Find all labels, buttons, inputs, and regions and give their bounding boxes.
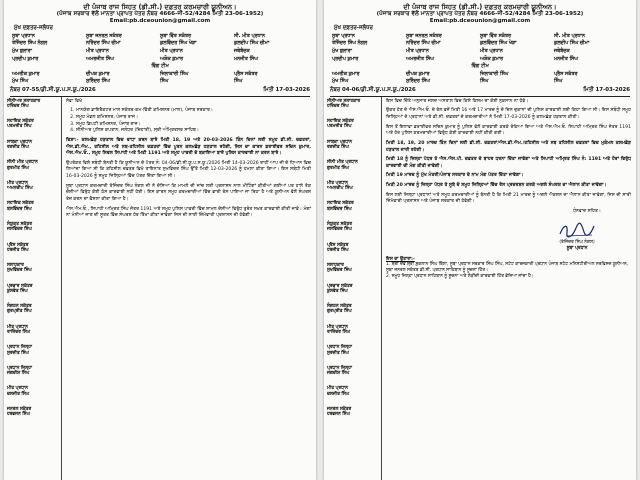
- directory-cell: ਮੁੱਖ ਬੁਲਾਰਾ: [332, 48, 352, 54]
- directory-cell: ਸੂਬਾ ਜਨਰਲ ਸਕੱਤਰ: [406, 33, 442, 39]
- directory-cell: ਸੂਬਾ ਜਨਰਲ ਸਕੱਤਰ: [86, 33, 122, 39]
- sidebar-entry: [327, 345, 379, 356]
- sidebar-role: ਸਹਾਇਕ ਸਕੱਤਰ: [327, 119, 354, 125]
- sidebar-entry: [327, 386, 379, 397]
- subject-line: ਵਿਸ਼ਾ:- ਕਲਮਛੋੜ ਹੜਤਾਲ ਵਿਚ ਵਾਧਾ ਕਰਨ ਬਾਰੇ ਮਿਤੀ 18, 19 ਅਤੇ 20-03-2026 ਤਿੰਨ ਦਿਨਾਂ ਲਈ ਸਮੂਹ ਡੀ.ਸੀ. ਦਫ਼ਤਰਾਂ, ਐਸ.ਡੀ.ਐਮ., ਤਹਿਸੀਲ ਅਤੇ ਸਬ-ਤਹਿਸੀਲ ਦਫ਼ਤਰਾਂ ਵਿੱਚ ਪੂਰਨ ਕਲਮਛੋੜ ਹੜਤਾਲ ਰਹੇਗੀ, ਜਿਸ ਦਾ ਕਾਰਨ ਡਰਾਈਵਰ ਸਚਿਨ ਕੁਮਾਰ, ਐਸ.ਐਮ.ਓ., ਸਮੂਹ ਸਿਵਲ ਸਿਪਾਹੀ ਅਤੇ ਮਿਤੀ 1191 ਅਤੇ ਸਮੂਹ ਪਾਵਰੀ ਦੇ ਬਕਾਇਆ ਬਾਰੇ ਪੁਲਿਸ ਕਾਰਵਾਈ ਨਾ ਕਰਨ ਬਾਰੇ।: [66, 137, 311, 157]
- sidebar-role: ਪ੍ਰੈਸ ਸਕੱਤਰ: [7, 242, 29, 248]
- directory-cell: ਅਮਰੀਕ ਕੁਮਾਰ: [332, 71, 360, 77]
- signature-mark: [558, 222, 596, 240]
- union-name: ਦੀ ਪੰਜਾਬ ਰਾਜ ਸਿਹਤ (ਡੀ.ਸੀ.) ਦਫ਼ਤਰ ਕਰਮਚਾਰੀ ਯੂਨੀਅਨ।: [403, 3, 557, 11]
- directory-cell: ਸੀ. ਮੀਤ ਪ੍ਰਧਾਨ: [234, 33, 265, 39]
- directory-cell: ਮੀਤ ਪ੍ਰਧਾਨ: [160, 48, 183, 54]
- union-name: ਦੀ ਪੰਜਾਬ ਰਾਜ ਸਿਹਤ (ਡੀ.ਸੀ.) ਦਫ਼ਤਰ ਕਰਮਚਾਰੀ ਯੂਨੀਅਨ।: [83, 3, 237, 11]
- recipient-item: 2. ਸਮੂਹ ਮੰਡਲ ਕਮਿਸ਼ਨਰ, ਪੰਜਾਬ ਰਾਜ।: [76, 115, 311, 122]
- recognition-line: (ਪੰਜਾਬ ਸਰਕਾਰ ਵੱਲੋਂ ਮਾਨਤਾ ਪ੍ਰਾਪਤ ਪੱਤਰ ਨੰਬਰ 4666-ਜੀ-52/4284 ਮਿਤੀ 23-06-1952): [376, 11, 584, 18]
- body-paragraph: ਮਿਤੀ 19 ਮਾਰਚ ਨੂੰ ਮੁੱਖ ਮੰਤਰੀ/ਪੰਜਾਬ ਸਰਕਾਰ ਦੇ ਨਾਮ ਮੰਗ ਪੱਤਰ ਦਿੱਤਾ ਜਾਵੇਗਾ।: [386, 173, 524, 179]
- recognition-line: (ਪੰਜਾਬ ਸਰਕਾਰ ਵੱਲੋਂ ਮਾਨਤਾ ਪ੍ਰਾਪਤ ਪੱਤਰ ਨੰਬਰ 4666-ਜੀ-52/4284 ਮਿਤੀ 23-06-1952): [56, 11, 264, 18]
- sidebar-role: ਪ੍ਰੈਸ ਸਕੱਤਰ: [327, 242, 349, 248]
- directory-cell: ਮਨਜੀਤ ਸਿੰਘ: [554, 56, 578, 62]
- sidebar-entry: [327, 325, 379, 336]
- sidebar-role: ਸੰਗਠਨ ਸਕੱਤਰ: [7, 304, 32, 310]
- sidebar-entry: [7, 345, 59, 356]
- reference-number: ਨੰਬਰ 07-55/ਡੀ.ਸੀ.ਯੂ.ਪ.ਸ.ਯੂ./2026: [10, 86, 96, 93]
- directory-cell: ਪ੍ਰਦੀਪ ਕੁਮਾਰ: [332, 56, 359, 62]
- sidebar-entry: [7, 140, 59, 151]
- sidebar-role: ਸੰਗਠਨ ਸਕੱਤਰ: [327, 304, 352, 310]
- sidebar-office-bearers: [4, 97, 62, 480]
- directory-cell: ਪ੍ਰਦੀਪ ਕੁਮਾਰ: [12, 56, 39, 62]
- reference-line: [330, 87, 630, 97]
- directory-cell: ਅਸ਼ੋਕ ਕੁਮਾਰ: [480, 56, 504, 62]
- copy-to-label: ਇਸ ਦਾ ਉਤਾਰਾ:-: [386, 256, 415, 262]
- sidebar-entry: [327, 119, 379, 130]
- directory-cell: ਕੁਲਦੀਪ ਸਿੰਘ ਚੀਮਾ: [234, 41, 270, 47]
- sidebar-person: ਜਗਦੀਸ਼ ਸਿੰਘ: [327, 371, 350, 377]
- body-paragraph: ਉਕਤ ਹੋਣ ਦੇ ਐਸ.ਐਮ.ਓ. ਦੇ ਰੋਲ ਵਜੋਂ ਮਿਤੀ 16 ਅਤੇ 17 ਮਾਰਚ ਨੂੰ ਦੋ ਦਿਨ ਦੁਕਾਨਾਂ ਦੀ ਪੁਲਿਸ ਕਾਰਵਾਈ ਲਈ ਕਿਹਾ ਗਿਆ ਸੀ। ਇਸ ਸਬੰਧੀ ਸਮੂਹ ਜ਼ਿਲ੍ਹਿਆਂ ਦੇ ਪ੍ਰਧਾਨਾਂ ਅਤੇ ਡੀ.ਸੀ. ਦਫ਼ਤਰਾਂ ਦੇ ਕਰਮਚਾਰੀਆਂ ਨੇ ਮਿਤੀ 17-03-2026 ਨੂੰ ਕਲਮਛੋੜ ਹੜਤਾਲ ਕੀਤੀ।: [386, 108, 631, 120]
- sidebar-role: ਸੰਯੁਕਤ ਸਕੱਤਰ: [327, 221, 352, 227]
- sidebar-role: ਸਲਾਹਕਾਰ: [327, 263, 344, 269]
- signature-area: [386, 222, 631, 253]
- copy-to-item: 1. ਸ਼੍ਰੀ ਦੇਵ ਸ਼੍ਰੀ ਸ਼ੁਕਲਾਨ ਸਿੰਘ ਬਿੱਲਾ, ਸੂਬਾ ਪ੍ਰਧਾਨ ਸਰਕਾਰ ਸਿੰਘ ਸਿੰਘ, ਸਟੇਟ ਕਾਰਜਕਾਰੀ ਪ੍ਰਧਾਨ ਪੰਜਾਬ ਸਟੇਟ ਮਨਿਸਟੀਰੀਅਲ ਸਰਵਿਸਜ਼ ਯੂਨੀਅਨ, ਸੂਬਾ ਜਨਰਲ ਸਕੱਤਰ ਡੀ.ਸੀ. ਪ੍ਰਧਾਨ ਸਾਹਿਬਾਨ ਨੂੰ ਸੂਚਨਾ ਹਿੱਤ।: [386, 262, 628, 274]
- sidebar-entry: [327, 366, 379, 377]
- sidebar-person: ਜਗਦੀਸ਼ ਸਿੰਘ: [7, 371, 30, 377]
- sidebar-entry: [327, 201, 379, 212]
- directory-cell: ਅਮਰੀਕ ਕੁਮਾਰ: [12, 71, 40, 77]
- directory-cell: ਨਰਿੰਦਰ ਸਿੰਘ ਚੀਮਾ: [406, 41, 441, 47]
- sidebar-person: ਸੁਰਜੀਤ ਸਿੰਘ: [327, 350, 349, 356]
- sidebar-role: ਮੀਤ ਪ੍ਰਧਾਨ: [327, 324, 348, 330]
- sidebar-role: ਪ੍ਰਧਾਨ ਜਿਲ੍ਹਾ: [327, 345, 353, 351]
- directory-cell: ਨਰਿੰਦਰ ਸਿੰਘ ਚੀਮਾ: [86, 41, 121, 47]
- directory-cell: ਅਮਰਜੀਤ ਸਿੰਘ: [406, 56, 434, 62]
- sidebar-role: ਸਹਾਇਕ ਸਕੱਤਰ: [7, 201, 34, 207]
- sidebar-person: ਪਰਮਜੀਤ ਸਿੰਘ: [327, 124, 352, 130]
- sidebar-entry: [7, 99, 59, 110]
- directory-cell: ਮੁੱਖ ਸਿੰਘ: [332, 79, 349, 85]
- body-paragraph: ਮਿਤੀ 18 ਨੂੰ ਜਿਲ੍ਹਾ ਪੱਧਰ ਤੇ ਐਸ.ਐਸ.ਪੀ. ਦਫ਼ਤਰ ਦੇ ਬਾਹਰ ਧਰਨਾ ਦਿੱਤਾ ਜਾਵੇਗਾ ਅਤੇ ਸਿਪਾਹੀ ਅਮ੍ਰਿਤ ਸਿੰਘ ਨੰ: 1191 ਅਤੇ ਹੋਰਾਂ ਵਿਰੁੱਧ ਕਾਰਵਾਈ ਦੀ ਮੰਗ ਕੀਤੀ ਜਾਵੇਗੀ।: [386, 157, 631, 169]
- directory-cell: ਮੁੱਖ ਸਿੰਘ: [12, 79, 29, 85]
- sidebar-person: ਅਮਨਦੀਪ ਸਿੰਘ: [7, 186, 33, 192]
- sidebar-role: ਮੀਤ ਪ੍ਰਧਾਨ: [7, 386, 28, 392]
- sidebar-role: ਸੀਨੀਅਰ ਸਲਾਹਕਾਰ: [327, 98, 361, 104]
- wing-team-label: ਵਿੰਗ ਟੀਮ: [471, 64, 489, 70]
- reference-date: ਮਿਤੀ 17-03-2026: [263, 86, 310, 93]
- sidebar-person: ਦਲਜੀਤ ਸਿੰਘ: [7, 391, 30, 397]
- sidebar-person: ਰਣਜੀਤ ਸਿੰਘ: [7, 144, 29, 150]
- sidebar-entry: [7, 407, 59, 418]
- sidebar-person: ਹਰਜੀਤ ਸਿੰਘ: [7, 247, 29, 253]
- sidebar-person: ਰਾਜਿੰਦਰ ਸਿੰਘ: [327, 330, 351, 336]
- sidebar-entry: [327, 407, 379, 418]
- sidebar-role: ਮੀਤ ਪ੍ਰਧਾਨ: [7, 180, 28, 186]
- sidebar-person: ਜਸਵਿੰਦਰ ਸਿੰਘ: [327, 227, 352, 233]
- sidebar-entry: [327, 99, 379, 110]
- sidebar-entry: [7, 160, 59, 171]
- directory-cell: ਮੀਤ ਪ੍ਰਧਾਨ: [480, 48, 503, 54]
- sidebar-entry: [7, 284, 59, 295]
- sidebar-role: ਪ੍ਰਧਾਨ ਜਿਲ੍ਹਾ: [7, 365, 33, 371]
- sidebar-entry: [7, 181, 59, 192]
- sidebar-person: ਹਰਿੰਦਰ ਸਿੰਘ: [7, 103, 29, 109]
- sidebar-role: ਜਨਰਲ ਸਕੱਤਰ: [7, 407, 32, 412]
- letter-body: [382, 97, 636, 480]
- sidebar-person: ਜਸਵਿੰਦਰ ਸਿੰਘ: [7, 227, 32, 233]
- sidebar-role: ਪ੍ਰਚਾਰ ਸਕੱਤਰ: [327, 283, 353, 289]
- sidebar-person: ਹਰਭਜਨ ਸਿੰਘ: [7, 412, 30, 418]
- body-paragraph: ਐਸ.ਐਮ.ਓ., ਸਿਪਾਹੀ ਅਮ੍ਰਿਤ ਸਿੰਘ ਜੋਤਰ 1191 ਅਤੇ ਸਮੂਹ ਪੁਲਿਸ ਪਾਵਰੀ ਵਿੱਚ ਸ਼ਾਮਲ ਦੋਸ਼ੀਆਂ ਵਿਰੁੱਧ ਤੁਰੰਤ ਸਖ਼ਤ ਕਾਰਵਾਈ ਕੀਤੀ ਜਾਵੇ। ਮੰਗਾਂ ਨਾ ਮੰਨੀਆਂ ਜਾਣ ਦੀ ਸੂਰਤ ਵਿੱਚ ਸੰਘਰਸ਼ ਹੋਰ ਤਿੱਖਾ ਕੀਤਾ ਜਾਵੇਗਾ ਜਿਸ ਦੀ ਸਾਰੀ ਜ਼ਿੰਮੇਵਾਰੀ ਪ੍ਰਸ਼ਾਸਨ ਦੀ ਹੋਵੇਗੀ।: [66, 206, 311, 219]
- sidebar-person: ਬਲਵਿੰਦਰ ਸਿੰਘ: [327, 206, 352, 212]
- directory-cell: ਸਿੰਘ: [160, 79, 169, 85]
- office-bearers-directory: [12, 34, 308, 85]
- sidebar-role: ਸੀਨੀਅਰ ਸਲਾਹਕਾਰ: [7, 98, 41, 104]
- salutation: ਸੇਵਾ ਵਿਖੇ: [66, 98, 82, 104]
- directory-cell: ਮੀਤ ਪ੍ਰਧਾਨ: [86, 48, 109, 54]
- sidebar-role: ਸੀਨੀ ਮੀਤ ਪ੍ਰਧਾਨ: [7, 160, 38, 166]
- directory-cell: ਪ੍ਰੈਸ ਸਕੱਤਰ: [554, 71, 578, 77]
- closing-line: ਧੰਨਵਾਦ ਸਹਿਤ।: [573, 209, 601, 215]
- directory-cell: ਮੀਤ ਪ੍ਰਧਾਨ: [406, 48, 429, 54]
- signatory-title: ਸੂਬਾ ਪ੍ਰਧਾਨ: [566, 246, 588, 252]
- sidebar-entry: [7, 386, 59, 397]
- sidebar-entry: [7, 201, 59, 212]
- sidebar-role: ਮੀਤ ਪ੍ਰਧਾਨ: [7, 324, 28, 330]
- letter-page-left: [4, 0, 316, 480]
- letter-body: [62, 97, 316, 480]
- sidebar-role: ਸਹਾਇਕ ਸਕੱਤਰ: [7, 119, 34, 125]
- sidebar-role: ਪ੍ਰਧਾਨ ਜਿਲ੍ਹਾ: [327, 365, 353, 371]
- head-office-line: ਮੁੱਖ ਦਫ਼ਤਰ-ਜਲੰਧਰ: [14, 25, 53, 32]
- reference-line: [10, 87, 310, 97]
- sidebar-person: ਕੁਲਵੰਤ ਸਿੰਘ: [327, 288, 348, 294]
- sidebar-entry: [327, 304, 379, 315]
- sidebar-role: ਸੰਯੁਕਤ ਸਕੱਤਰ: [7, 221, 32, 227]
- sidebar-person: ਪਰਮਜੀਤ ਸਿੰਘ: [7, 124, 32, 130]
- sidebar-entry: [7, 243, 59, 254]
- sidebar-entry: [327, 181, 379, 192]
- sidebar-entry: [7, 119, 59, 130]
- directory-cell: ਕੁਲਵਿੰਦਰ ਸਿੰਘ ਖੇੜਾ: [480, 41, 517, 47]
- directory-cell: ਸੂਬਾ ਪ੍ਰਧਾਨ: [332, 33, 355, 39]
- sidebar-person: ਸੁਖਵਿੰਦਰ ਸਿੰਘ: [7, 268, 32, 274]
- sidebar-entry: [327, 263, 379, 274]
- sidebar-person: ਗੁਰਮੀਤ ਸਿੰਘ: [327, 165, 349, 171]
- recipients-list: [66, 108, 311, 135]
- sidebar-person: ਹਰਜੀਤ ਸਿੰਘ: [327, 247, 349, 253]
- sidebar-office-bearers: [324, 97, 382, 480]
- directory-cell: ਸੁਰਿੰਦਰ ਸਿੰਘ: [86, 79, 110, 85]
- directory-cell: ਸੁਰਿੰਦਰ ਸਿੰਘ: [406, 79, 430, 85]
- directory-cell: ਸਿੰਘ: [234, 79, 243, 85]
- directory-cell: ਸੂਬਾ ਵਿੱਤ ਸਕੱਤਰ: [160, 33, 192, 39]
- sidebar-entry: [7, 366, 59, 377]
- body-paragraph: ਸੂਬਾ ਪ੍ਰਧਾਨ ਕਰਮਚਾਰੀ ਤੇਜਿੰਦਰ ਸਿੰਘ ਨੰਗਲ ਜੀ ਨੇ ਦੱਸਿਆ ਕਿ ਮਾਮਲੇ ਦੀ ਜਾਂਚ ਲਈ ਪ੍ਰਸ਼ਾਸਨ ਨਾਲ ਮੀਟਿੰਗਾਂ ਕੀਤੀਆਂ ਗਈਆਂ ਪਰ ਹਾਲੇ ਤੱਕ ਦੋਸ਼ੀਆਂ ਵਿਰੁੱਧ ਕੋਈ ਠੋਸ ਕਾਰਵਾਈ ਨਹੀਂ ਹੋਈ। ਇਸ ਕਾਰਨ ਸਮੂਹ ਕਰਮਚਾਰੀਆਂ ਵਿੱਚ ਭਾਰੀ ਰੋਸ ਪਾਇਆ ਜਾ ਰਿਹਾ ਹੈ ਅਤੇ ਯੂਨੀਅਨ ਵੱਲੋਂ ਸੰਘਰਸ਼ ਤੇਜ਼ ਕਰਨ ਦਾ ਫੈਸਲਾ ਕੀਤਾ ਗਿਆ ਹੈ।: [66, 183, 311, 203]
- directory-cell: ਦੀਪਕ ਕੁਮਾਰ: [406, 71, 430, 77]
- sidebar-role: ਮੀਤ ਪ੍ਰਧਾਨ: [327, 386, 348, 392]
- sidebar-role: ਸਹਾਇਕ ਸਕੱਤਰ: [327, 201, 354, 207]
- sidebar-person: ਰਣਜੀਤ ਸਿੰਘ: [327, 144, 349, 150]
- sidebar-person: ਗੁਰਮੀਤ ਸਿੰਘ: [7, 165, 29, 171]
- directory-cell: ਸੀ. ਮੀਤ ਪ੍ਰਧਾਨ: [554, 33, 585, 39]
- sidebar-role: ਮੀਤ ਪ੍ਰਧਾਨ: [327, 180, 348, 186]
- sidebar-person: ਸੁਖਵਿੰਦਰ ਸਿੰਘ: [327, 268, 352, 274]
- directory-cell: ਜਥੇਬੰਦਕ: [234, 48, 250, 54]
- sidebar-person: ਬਲਵਿੰਦਰ ਸਿੰਘ: [7, 206, 32, 212]
- sidebar-entry: [7, 263, 59, 274]
- letterhead: [4, 0, 316, 32]
- body-paragraph: ਉਪਰੋਕਤ ਵਿਸ਼ੇ ਸਬੰਧੀ ਬੇਨਤੀ ਹੈ ਕਿ ਯੂਨੀਅਨ ਦੇ ਪੱਤਰ ਨੰ: 04-06/ਡੀ.ਸੀ.ਯੂ.ਪ.ਸ.ਯੂ./2026 ਮਿਤੀ 14-03-2026 ਰਾਹੀਂ ਆਪ ਜੀ ਦੇ ਧਿਆਨ ਵਿਚ ਲਿਆਂਦਾ ਗਿਆ ਸੀ ਕਿ ਤਹਿਸੀਲ ਦਫ਼ਤਰ ਵਿਖੇ ਤਾਇਨਾਤ ਸੁਖਵਿੰਦਰ ਸਿੰਘ ਉੱਤੇ ਮਿਤੀ 12-03-2026 ਨੂੰ ਹਮਲਾ ਕੀਤਾ ਗਿਆ। ਇਸ ਸਬੰਧੀ ਮਿਤੀ 16-03-2026 ਨੂੰ ਸਮੂਹ ਜਿਲ੍ਹਿਆਂ ਵਿੱਚ ਪੱਤਰ ਦਿੱਤਾ ਗਿਆ ਸੀ।: [66, 160, 311, 180]
- sidebar-person: ਹਰਭਜਨ ਸਿੰਘ: [327, 412, 350, 418]
- sidebar-person: ਹਰਿੰਦਰ ਸਿੰਘ: [327, 103, 349, 109]
- directory-cell: ਅਸ਼ੋਕ ਕੁਮਾਰ: [160, 56, 184, 62]
- sidebar-person: ਦਲਜੀਤ ਸਿੰਘ: [327, 391, 350, 397]
- sidebar-person: ਕੁਲਵੰਤ ਸਿੰਘ: [7, 288, 28, 294]
- sidebar-role: ਪ੍ਰਚਾਰ ਸਕੱਤਰ: [7, 283, 33, 289]
- reference-number: ਨੰਬਰ 04-06/ਡੀ.ਸੀ.ਯੂ.ਪ.ਸ.ਯੂ./2026: [330, 86, 416, 93]
- body-paragraph: ਇਸ ਲਈ ਜਿਲ੍ਹਾ ਪ੍ਰਧਾਨਾਂ ਅਤੇ ਸਮੂਹ ਕਰਮਚਾਰੀਆਂ ਨੂੰ ਬੇਨਤੀ ਹੈ ਕਿ ਮਿਤੀ 21 ਮਾਰਚ ਨੂੰ ਅਗਲੇ ਐਕਸ਼ਨ ਦਾ ਐਲਾਨ ਕੀਤਾ ਜਾਵੇਗਾ, ਜਿਸ ਦੀ ਸਾਰੀ ਜ਼ਿੰਮੇਵਾਰੀ ਪ੍ਰਸ਼ਾਸਨ ਅਤੇ ਪੰਜਾਬ ਸਰਕਾਰ ਦੀ ਹੋਵੇਗੀ।: [386, 192, 631, 205]
- head-office-line: ਮੁੱਖ ਦਫ਼ਤਰ-ਜਲੰਧਰ: [334, 25, 373, 32]
- directory-cell: ਜਿਲਾਕਾਰੀ ਸਿੰਘ: [480, 71, 509, 77]
- sidebar-person: ਗੁਰਪ੍ਰੀਤ ਸਿੰਘ: [327, 309, 352, 315]
- email-line: Email:pb.dceounion@gmail.com: [109, 18, 211, 25]
- sidebar-entry: [327, 160, 379, 171]
- directory-cell: ਸੂਬਾ ਵਿੱਤ ਸਕੱਤਰ: [480, 33, 512, 39]
- letter-page-right: [324, 0, 636, 480]
- wing-team-label: ਵਿੰਗ ਟੀਮ: [151, 64, 169, 70]
- sidebar-entry: [327, 222, 379, 233]
- sidebar-role: ਸਾਬਕਾ ਪ੍ਰਧਾਨ: [7, 139, 33, 145]
- copy-to-item: 2. ਸਮੂਹ ਜਿਲ੍ਹਾ ਪ੍ਰਧਾਨ ਸਾਹਿਬਾਨ ਨੂੰ ਸੂਚਨਾ ਅਤੇ ਲੋੜੀਂਦੀ ਕਾਰਵਾਈ ਹਿੱਤ ਭੇਜਿਆ ਜਾਂਦਾ ਹੈ।: [386, 274, 534, 280]
- sidebar-role: ਸੀਨੀ ਮੀਤ ਪ੍ਰਧਾਨ: [327, 160, 358, 166]
- sidebar-role: ਸਾਬਕਾ ਪ੍ਰਧਾਨ: [327, 139, 353, 145]
- directory-cell: ਸਿੰਘ: [480, 79, 489, 85]
- directory-cell: ਤੇਜਿੰਦਰ ਸਿੰਘ ਨੰਗਲ: [332, 41, 368, 47]
- recipient-item: 4. ਸੀਨੀਅਰ ਪੁਲਿਸ ਕਪਤਾਨ, ਜਲੰਧਰ (ਦਿਹਾਤੀ), ਸ੍ਰੀ ਅੰਮ੍ਰਿਤਸਰ ਸਾਹਿਬ।: [76, 128, 311, 135]
- office-bearers-directory: [332, 34, 628, 85]
- body-paragraph: ਮਿਤੀ 20 ਮਾਰਚ ਨੂੰ ਜਿਲ੍ਹਾ ਪੱਧਰ ਤੇ ਸੂਬੇ ਦੇ ਸਮੂਹ ਜਿਲ੍ਹਿਆਂ ਵਿੱਚ ਰੋਸ ਪ੍ਰਦਰਸ਼ਨ ਕਰਕੇ ਅਗਲੇ ਸੰਘਰਸ਼ ਦਾ ਐਲਾਨ ਕੀਤਾ ਜਾਵੇਗਾ।: [386, 183, 607, 189]
- sidebar-entry: [327, 243, 379, 254]
- directory-cell: ਸੂਬਾ ਪ੍ਰਧਾਨ: [12, 33, 35, 39]
- directory-cell: ਅਮਰਜੀਤ ਸਿੰਘ: [86, 56, 114, 62]
- directory-cell: ਕੁਲਦੀਪ ਸਿੰਘ ਚੀਮਾ: [554, 41, 590, 47]
- sidebar-entry: [327, 140, 379, 151]
- sidebar-person: ਸੁਰਜੀਤ ਸਿੰਘ: [7, 350, 29, 356]
- recipient-item: 3. ਸਮੂਹ ਡਿਪਟੀ ਕਮਿਸ਼ਨਰ, ਪੰਜਾਬ ਰਾਜ।: [76, 122, 311, 129]
- sidebar-person: ਰਾਜਿੰਦਰ ਸਿੰਘ: [7, 330, 31, 336]
- directory-cell: ਮੁੱਖ ਬੁਲਾਰਾ: [12, 48, 32, 54]
- email-line: Email:pb.dceounion@gmail.com: [429, 18, 531, 25]
- sidebar-role: ਪ੍ਰਧਾਨ ਜਿਲ੍ਹਾ: [7, 345, 33, 351]
- letterhead: [324, 0, 636, 32]
- directory-cell: ਜਥੇਬੰਦਕ: [554, 48, 570, 54]
- signatory-name: (ਤੇਜਿੰਦਰ ਸਿੰਘ ਨੰਗਲ): [559, 239, 595, 245]
- sidebar-entry: [7, 304, 59, 315]
- directory-cell: ਦੀਪਕ ਕੁਮਾਰ: [86, 71, 110, 77]
- sidebar-role: ਸਲਾਹਕਾਰ: [7, 263, 24, 269]
- directory-cell: ਤੇਜਿੰਦਰ ਸਿੰਘ ਨੰਗਲ: [12, 41, 48, 47]
- sidebar-entry: [7, 222, 59, 233]
- copy-to-section: [386, 257, 631, 281]
- sidebar-person: ਅਮਨਦੀਪ ਸਿੰਘ: [327, 186, 353, 192]
- directory-cell: ਪ੍ਰੈਸ ਸਕੱਤਰ: [234, 71, 258, 77]
- reference-date: ਮਿਤੀ 17-03-2026: [583, 86, 630, 93]
- sidebar-entry: [327, 284, 379, 295]
- sidebar-role: ਜਨਰਲ ਸਕੱਤਰ: [327, 407, 352, 412]
- body-paragraph: ਇਸ ਵਿਚ ਦਿੱਤੇ ਅਨੁਸਾਰ ਜਲਦ ਅਸਤਾਲ ਵਿਚ ਕਿਸੇ ਕਿਸਮ ਦਾ ਕੋਈ ਨੁਕਸਾਨ ਨਾ ਹੋਵੇ।: [386, 98, 529, 104]
- directory-cell: ਜਿਲਾਕਾਰੀ ਸਿੰਘ: [160, 71, 189, 77]
- sidebar-entry: [7, 325, 59, 336]
- body-paragraph: ਇਸ ਤੋਂ ਇਲਾਵਾ ਡਰਾਈਵਰ ਸਚਿਨ ਕੁਮਾਰ ਨੂੰ ਪੁਲਿਸ ਵੱਲੋਂ ਕਾਰਵਾਈ ਕਰਕੇ ਰੋਕਿਆ ਗਿਆ ਅਤੇ ਐਸ.ਐਮ.ਓ. ਸਿਪਾਹੀ ਅਮ੍ਰਿਤ ਸਿੰਘ ਜੋਤਰ 1191 ਅਤੇ ਹੋਰ ਪੁਲਿਸ ਕਰਮਚਾਰੀਆਂ ਵਿਰੁੱਧ ਕੋਈ ਕਾਰਵਾਈ ਨਹੀਂ ਕੀਤੀ ਗਈ।: [386, 124, 631, 137]
- directory-cell: ਕੁਲਵਿੰਦਰ ਸਿੰਘ ਖੇੜਾ: [160, 41, 197, 47]
- sidebar-person: ਗੁਰਪ੍ਰੀਤ ਸਿੰਘ: [7, 309, 32, 315]
- directory-cell: ਸਿੰਘ: [554, 79, 563, 85]
- recipient-item: 1. ਮਾਨਯੋਗ ਡਾਇਰੈਕਟਰ ਮਾਲ ਸਕੱਤਰ-ਕਮ-ਵਿੱਤੀ ਕਮਿਸ਼ਨਰ (ਮਾਲ), ਪੰਜਾਬ ਸਰਕਾਰ।: [76, 108, 311, 115]
- directory-cell: ਮਨਜੀਤ ਸਿੰਘ: [234, 56, 258, 62]
- body-paragraph: ਮਿਤੀ 18, 19, 20 ਮਾਰਚ ਤਿੰਨ ਦਿਨਾਂ ਲਈ ਡੀ.ਸੀ. ਦਫ਼ਤਰਾਂ/ਐਸ.ਡੀ.ਐਮ./ਤਹਿਸੀਲ ਅਤੇ ਸਬ ਤਹਿਸੀਲ ਦਫ਼ਤਰਾਂ ਵਿਚ ਮੁਕੰਮਲ ਕਲਮਛੋੜ ਹੜਤਾਲ ਜਾਰੀ ਰਹੇਗੀ।: [386, 140, 631, 153]
